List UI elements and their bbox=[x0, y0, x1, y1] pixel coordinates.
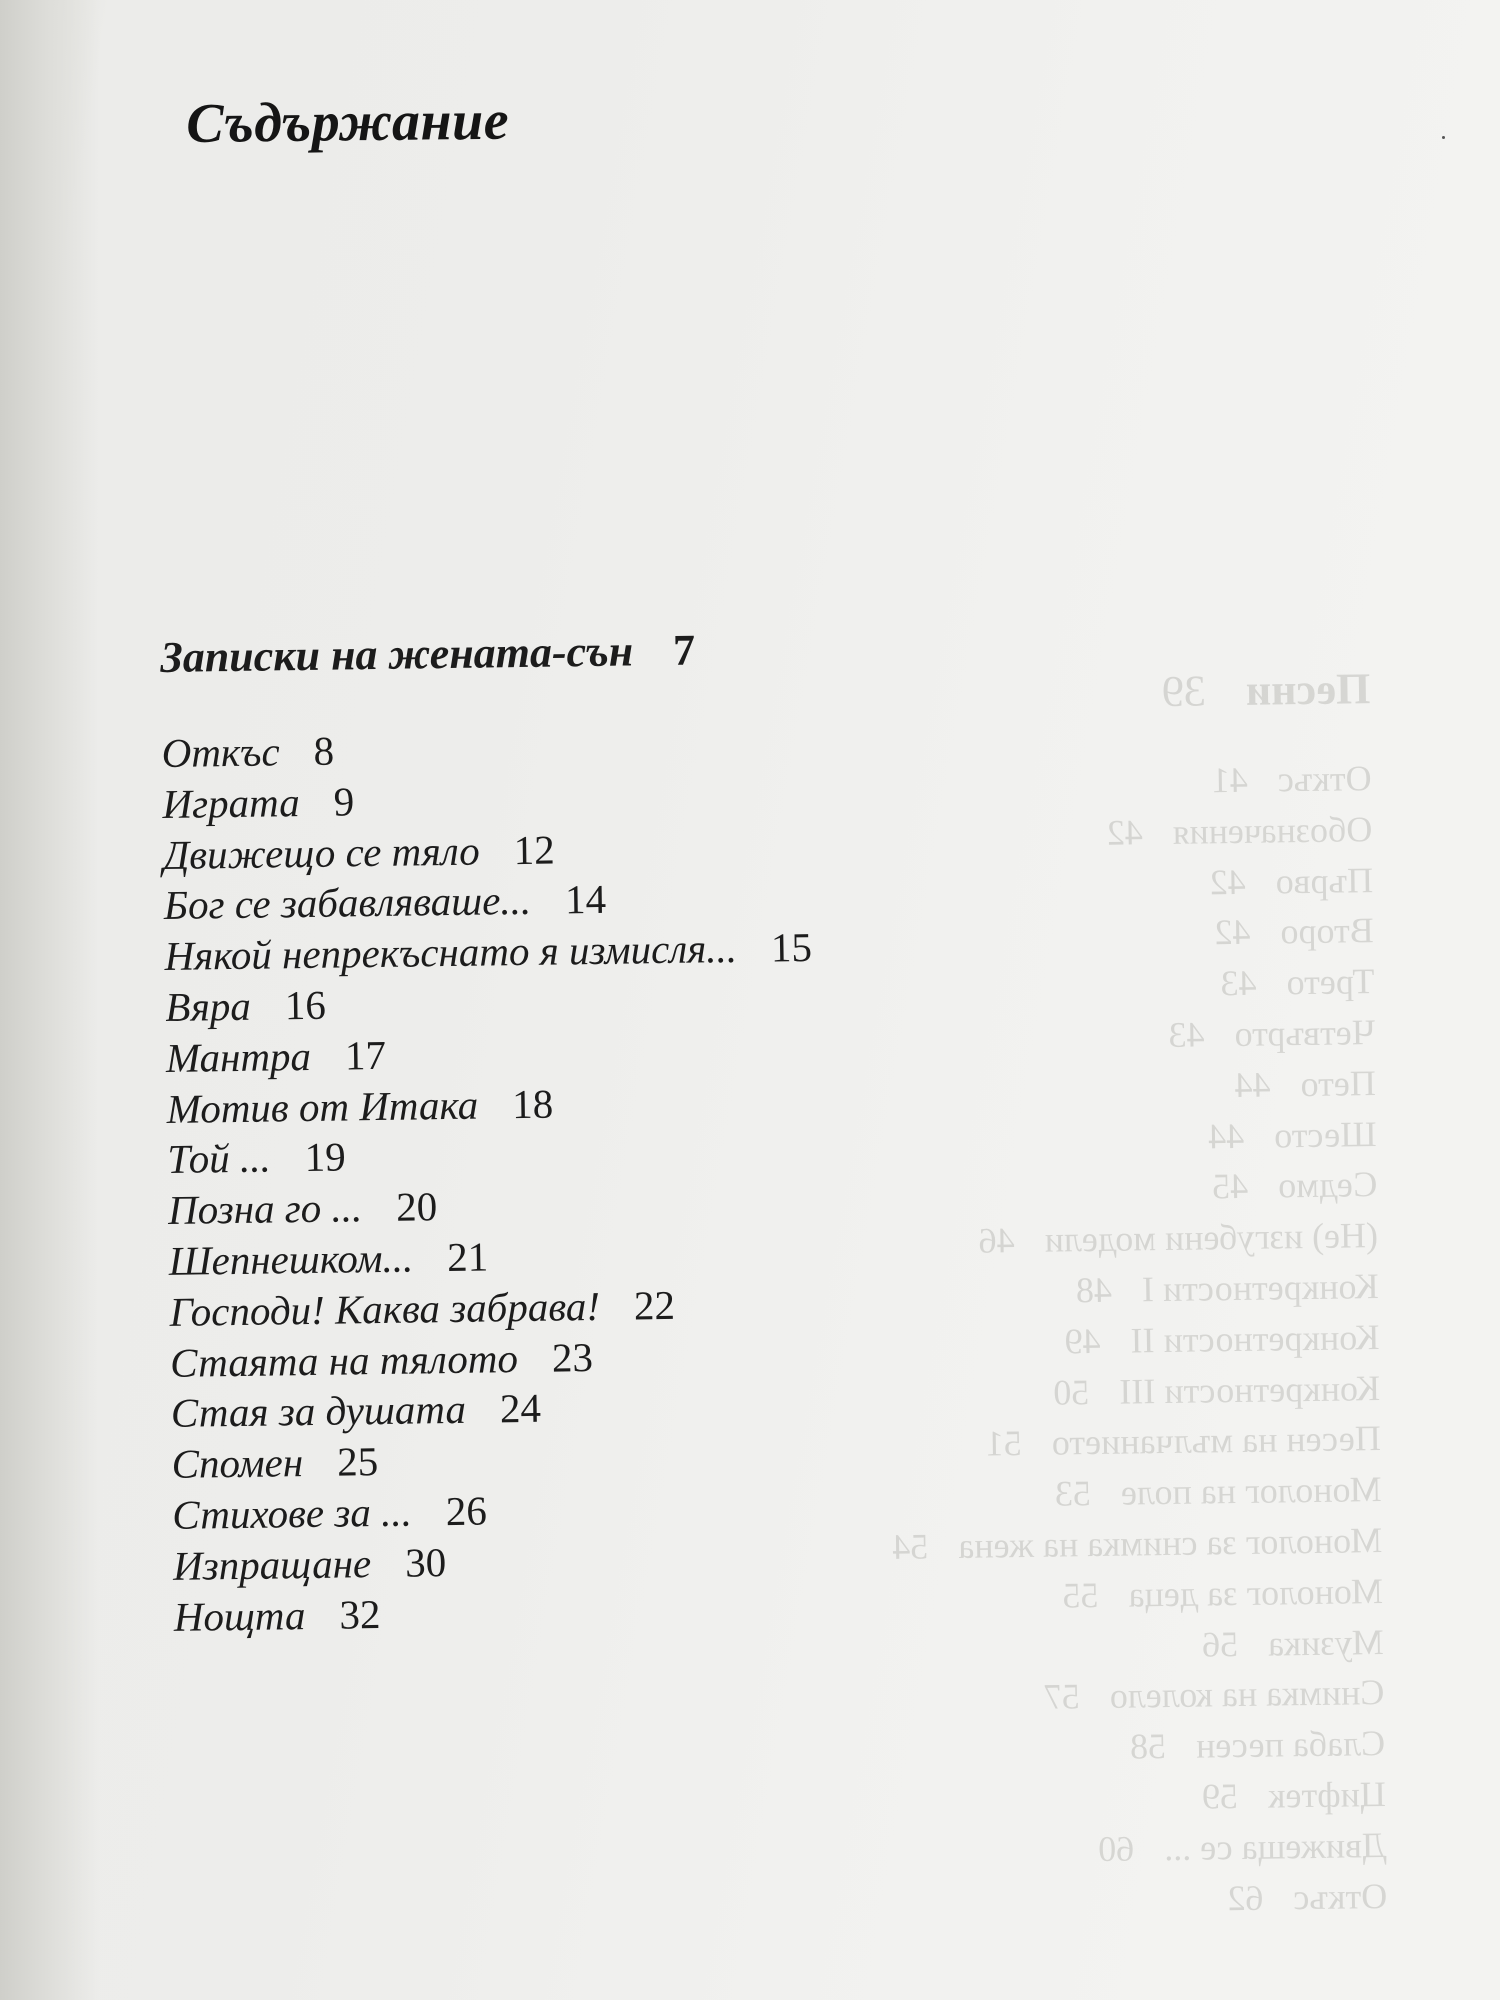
toc-entry-label: Стая за душата bbox=[170, 1386, 467, 1437]
bleed-entry-page-number: 57 bbox=[1043, 1676, 1081, 1718]
bleed-entry-page-number: 42 bbox=[1209, 861, 1246, 902]
bleed-entry-label: Монолог за деца bbox=[1128, 1570, 1384, 1615]
bleed-entry-page-number: 54 bbox=[892, 1526, 929, 1567]
bleed-entry-page-number: 44 bbox=[1207, 1115, 1245, 1156]
bleed-entry-label: Цифтек bbox=[1267, 1773, 1387, 1816]
toc-entry-page-number: 8 bbox=[313, 727, 335, 774]
bleed-entry-label: Обозначения bbox=[1172, 808, 1373, 852]
toc-entry-page-number: 19 bbox=[304, 1133, 347, 1181]
toc-entry-page-number: 32 bbox=[339, 1590, 381, 1638]
toc-entry-page-number: 21 bbox=[446, 1233, 489, 1281]
toc-entry-page-number: 12 bbox=[513, 826, 555, 873]
bleed-entry-page-number: 62 bbox=[1227, 1877, 1264, 1918]
bleed-entry-page-number: 60 bbox=[1097, 1828, 1135, 1869]
toc-entry-page-number: 17 bbox=[344, 1031, 387, 1079]
bleed-entry-label: Седмо bbox=[1277, 1164, 1378, 1206]
toc-entry-page-number: 9 bbox=[333, 778, 355, 825]
toc-entry-label: Мантра bbox=[165, 1032, 312, 1081]
toc-entry-list bbox=[161, 714, 1174, 1642]
bleed-entry-page-number: 42 bbox=[1214, 912, 1251, 953]
bleed-section-page: 39 bbox=[1161, 666, 1207, 716]
bleed-entry-page-number: 46 bbox=[978, 1220, 1015, 1261]
bleed-entry-label: Четвърто bbox=[1234, 1012, 1376, 1055]
toc-entry-label: Изпращане bbox=[172, 1539, 372, 1589]
bleed-entry-page-number: 55 bbox=[1062, 1574, 1099, 1616]
bleed-entry-page-number: 41 bbox=[1211, 759, 1249, 801]
paper-speck bbox=[1442, 136, 1445, 139]
toc-entry-page-number: 22 bbox=[633, 1281, 676, 1329]
bleed-entry-label: Монолог на поле bbox=[1120, 1469, 1382, 1513]
toc-entry-label: Някой непрекъснато я измисля... bbox=[164, 925, 738, 980]
bleed-entry-page-number: 58 bbox=[1129, 1726, 1167, 1767]
bleed-entry-label: Музика bbox=[1267, 1621, 1384, 1664]
bleed-entry-label: Песен на мълчанието bbox=[1051, 1418, 1382, 1463]
toc-entry-page-number: 24 bbox=[499, 1385, 542, 1432]
bleed-entry-label: Конкретности II bbox=[1130, 1316, 1380, 1361]
bleed-entry-page-number: 44 bbox=[1234, 1064, 1271, 1105]
bleed-entry-page-number: 49 bbox=[1064, 1320, 1101, 1362]
bleed-entry-label: Шесто bbox=[1273, 1113, 1377, 1156]
bleed-entry-page-number: 43 bbox=[1168, 1014, 1205, 1055]
toc-entry-page-number: 23 bbox=[551, 1333, 594, 1381]
bleed-entry-page-number: 56 bbox=[1201, 1623, 1239, 1665]
bleed-entry-page-number: 53 bbox=[1054, 1473, 1092, 1514]
bleed-entry-label: Снимка на колело bbox=[1109, 1672, 1385, 1717]
bleed-entry bbox=[826, 1820, 1387, 1879]
bleed-entry-label: (Не) изгубени модели bbox=[1044, 1215, 1379, 1260]
toc-entry-page-number: 25 bbox=[336, 1438, 379, 1485]
toc-entry-label: Шепнешком... bbox=[168, 1234, 414, 1284]
bleed-entry-page-number: 45 bbox=[1211, 1166, 1249, 1207]
toc-entry-label: Бог се забавляваше... bbox=[163, 877, 532, 929]
section-label: Записки на жената-сън bbox=[160, 626, 634, 682]
bleed-entry-label: Монолог за снимка на жена bbox=[958, 1519, 1383, 1566]
bleed-entry-label: Откъс bbox=[1293, 1875, 1388, 1917]
bleed-entry-label: Откъс bbox=[1277, 758, 1372, 800]
page-title: Съдържание bbox=[186, 89, 510, 155]
bleed-entry-page-number: 51 bbox=[985, 1423, 1023, 1464]
bleed-entry bbox=[827, 1871, 1388, 1930]
toc-entry-page-number: 18 bbox=[511, 1080, 554, 1127]
toc-entry-page-number: 26 bbox=[445, 1487, 488, 1535]
toc-entry-label: Движещо се тяло bbox=[162, 827, 480, 878]
toc-entry-page-number: 20 bbox=[395, 1183, 438, 1230]
bleed-entry-label: Конкретности III bbox=[1119, 1367, 1381, 1412]
bleed-entry-page-number: 48 bbox=[1075, 1269, 1113, 1311]
toc-entry-page-number: 15 bbox=[770, 924, 813, 971]
section-heading bbox=[160, 616, 1161, 686]
toc-entry-label: Спомен bbox=[171, 1439, 304, 1488]
bleed-entry-label: Конкретности I bbox=[1141, 1266, 1379, 1310]
table-of-contents bbox=[160, 616, 1174, 1642]
bleed-entry bbox=[825, 1718, 1386, 1777]
bleed-entry-label: Първо bbox=[1275, 859, 1374, 902]
bleed-entry-label: Движеща се ... bbox=[1163, 1824, 1387, 1868]
page-gutter-shadow bbox=[0, 0, 100, 2000]
bleed-entry-label: Слаба песен bbox=[1195, 1723, 1386, 1766]
bleed-entry-label: Второ bbox=[1280, 910, 1375, 952]
bleed-entry bbox=[824, 1667, 1385, 1726]
toc-entry-label: Нощта bbox=[173, 1591, 306, 1640]
toc-entry-label: Мотив от Итака bbox=[166, 1081, 479, 1132]
bleed-entry bbox=[825, 1769, 1386, 1828]
section-page-number: 7 bbox=[672, 625, 696, 675]
toc-entry-label: Стаята на тялото bbox=[169, 1334, 519, 1386]
toc-entry-label: Той ... bbox=[167, 1134, 272, 1183]
bleed-entry-page-number: 50 bbox=[1053, 1371, 1090, 1413]
bleed-entry-label: Трето bbox=[1286, 961, 1375, 1003]
bleed-entry-page-number: 42 bbox=[1106, 812, 1144, 853]
toc-entry-page-number: 14 bbox=[564, 876, 607, 923]
toc-entry-label: Откъс bbox=[161, 728, 280, 776]
toc-entry-label: Играта bbox=[162, 778, 300, 827]
bleed-entry-page-number: 59 bbox=[1201, 1775, 1239, 1817]
bleed-entry-label: Пето bbox=[1300, 1062, 1377, 1104]
toc-entry-label: Господи! Каква забрава! bbox=[169, 1282, 601, 1335]
toc-entry-label: Позна го ... bbox=[167, 1184, 363, 1234]
toc-entry-page-number: 16 bbox=[284, 981, 327, 1029]
toc-entry-label: Вяра bbox=[164, 982, 252, 1030]
toc-entry-page-number: 30 bbox=[404, 1538, 447, 1586]
bleed-entry-page-number: 43 bbox=[1220, 962, 1257, 1004]
toc-entry-label: Стихове за ... bbox=[172, 1488, 413, 1538]
bleed-section-label: Песни bbox=[1245, 664, 1371, 715]
